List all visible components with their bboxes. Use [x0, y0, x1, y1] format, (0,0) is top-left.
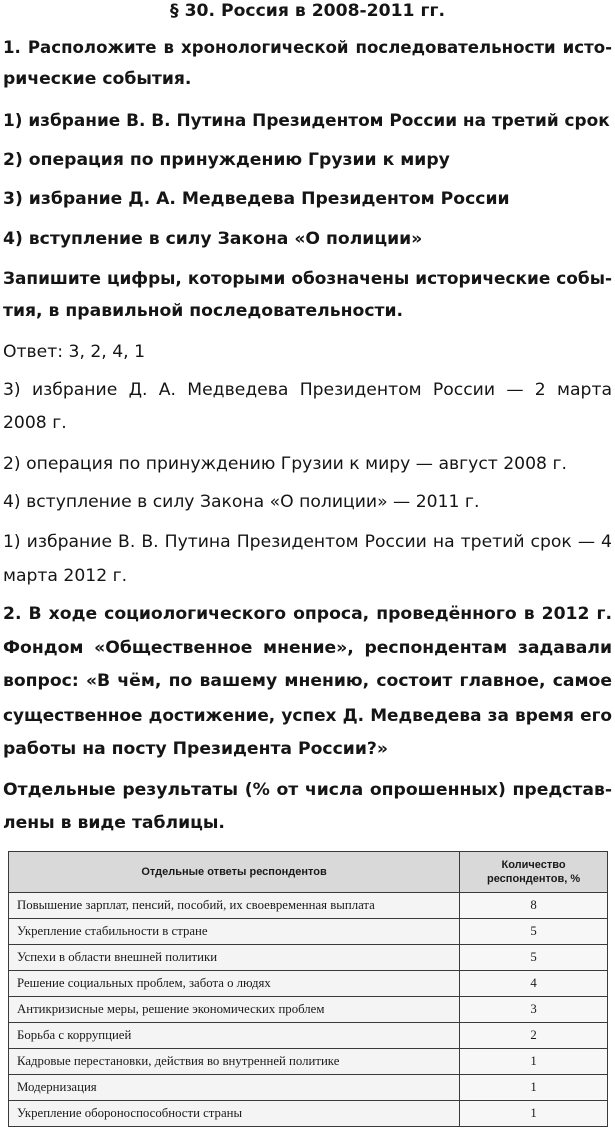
response-cell: Успехи в области внешней политики [9, 945, 460, 971]
table-intro-line: лены в виде таблицы. [3, 813, 225, 833]
response-cell: Повышение зарплат, пенсий, пособий, их своевременная выплата [9, 893, 460, 919]
response-cell: Укрепление обороноспособности страны [9, 1101, 460, 1127]
table-row [9, 893, 608, 919]
table-row [9, 1023, 608, 1049]
percent-cell: 5 [460, 945, 608, 971]
survey-table-container [8, 851, 608, 1139]
question-1-line: рические события. [3, 69, 192, 89]
question-2-line: вопрос: «В чём, по вашему мнению, состоит главное, самое [3, 671, 612, 691]
question-2-line: Фондом «Общественное мнение», респондентам задавали [3, 638, 612, 658]
question-2-line: работы на посту Президента России?» [3, 739, 388, 759]
header-percent: Количество респондентов, % [460, 852, 608, 893]
event-option-4: 4) вступление в силу Закона «О полиции» [3, 229, 423, 249]
table-row [9, 919, 608, 945]
table-row [9, 997, 608, 1023]
table-row [9, 971, 608, 997]
table-header-row [9, 852, 608, 893]
question-1-line: 1. Расположите в хронологической последовательности исто- [3, 38, 612, 57]
event-option-2: 2) операция по принуждению Грузии к миру [3, 150, 450, 170]
table-row [9, 1049, 608, 1075]
percent-cell: 1 [460, 1101, 608, 1127]
response-cell: Борьба с коррупцией [9, 1023, 460, 1049]
event-option-1: 1) избрание В. В. Путина Президентом России на третий срок [3, 110, 610, 130]
question-2-line: 2. В ходе социологического опроса, проведённого в 2012 г. [3, 604, 612, 624]
percent-cell: 1 [460, 1075, 608, 1101]
answer-explanation-line: 1) избрание В. В. Путина Президентом России на третий срок — 4 [3, 532, 612, 552]
response-cell: Антикризисные меры, решение экономических проблем [9, 997, 460, 1023]
answer-explanation-line: 2008 г. [3, 413, 67, 433]
table-row [9, 1075, 608, 1101]
percent-cell: 1 [460, 1049, 608, 1075]
response-cell: Решение социальных проблем, забота о людях [9, 971, 460, 997]
response-cell: Укрепление стабильности в стране [9, 919, 460, 945]
percent-cell: 8 [460, 893, 608, 919]
percent-cell: 5 [460, 919, 608, 945]
header-responses: Отдельные ответы респондентов [9, 852, 460, 893]
percent-cell: 2 [460, 1023, 608, 1049]
instruction-line: Запишите цифры, которыми обозначены исторические собы- [3, 268, 612, 288]
answer-explanation-line: 2) операция по принуждению Грузии к миру — август 2008 г. [3, 454, 567, 474]
answer-explanation-line: 3) избрание Д. А. Медведева Президентом России — 2 марта [3, 380, 612, 400]
table-row [9, 1101, 608, 1127]
answer-explanation-line: 4) вступление в силу Закона «О полиции» — 2011 г. [3, 492, 480, 512]
response-cell: Модернизация [9, 1075, 460, 1101]
percent-cell: 4 [460, 971, 608, 997]
survey-results-table [8, 851, 608, 1127]
percent-cell: 3 [460, 997, 608, 1023]
answer-line: Ответ: 3, 2, 4, 1 [3, 342, 146, 362]
answer-explanation-line: марта 2012 г. [3, 566, 128, 586]
instruction-line: тия, в правильной последовательности. [3, 301, 404, 321]
table-row [9, 945, 608, 971]
page-title: § 30. Россия в 2008-2011 гг. [170, 1, 445, 21]
event-option-3: 3) избрание Д. А. Медведева Президентом России [3, 189, 510, 209]
question-2-line: существенное достижение, успех Д. Медведева за время его [3, 705, 612, 725]
table-intro-line: Отдельные результаты (% от числа опрошенных) представ- [3, 780, 612, 800]
response-cell: Кадровые перестановки, действия во внутренней политике [9, 1049, 460, 1075]
